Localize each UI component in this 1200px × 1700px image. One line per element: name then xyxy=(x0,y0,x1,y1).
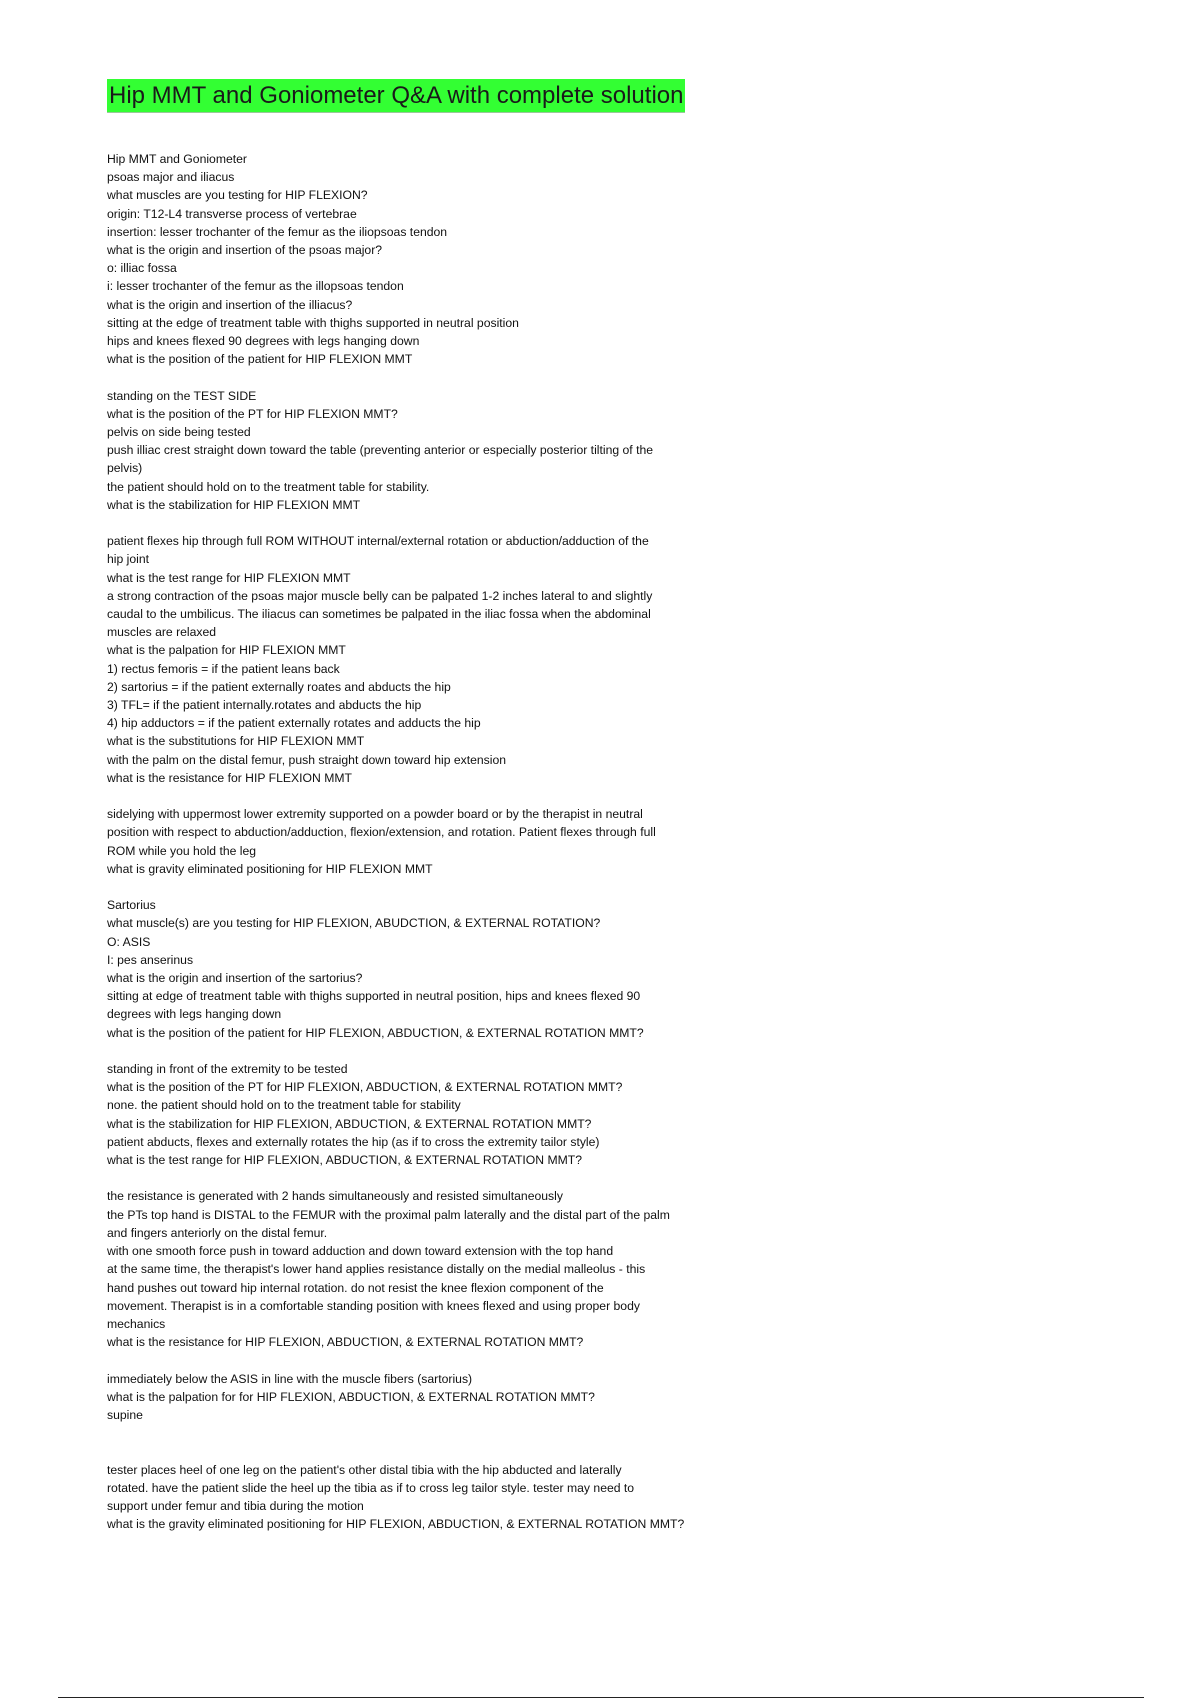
text-line: what is the stabilization for HIP FLEXION, ABDUCTION, & EXTERNAL ROTATION MMT? xyxy=(107,1116,592,1131)
text-line: i: lesser trochanter of the femur as the illopsoas tendon xyxy=(107,279,404,294)
text-line: a strong contraction of the psoas major muscle belly can be palpated 1-2 inches lateral to and slightly xyxy=(107,588,653,603)
text-line: what is the test range for HIP FLEXION, ABDUCTION, & EXTERNAL ROTATION MMT? xyxy=(107,1153,582,1168)
qa-block xyxy=(107,896,747,1042)
text-line: none. the patient should hold on to the treatment table for stability xyxy=(107,1098,461,1113)
text-line: caudal to the umbilicus. The iliacus can sometimes be palpated in the iliac fossa when the abdominal xyxy=(107,607,651,622)
text-line: what is the position of the patient for HIP FLEXION, ABDUCTION, & EXTERNAL ROTATION MMT? xyxy=(107,1025,644,1040)
text-line: what is the origin and insertion of the illiacus? xyxy=(107,297,353,312)
text-line: the resistance is generated with 2 hands simultaneously and resisted simultaneously xyxy=(107,1189,563,1204)
page-title: Hip MMT and Goniometer Q&A with complete solution xyxy=(107,79,685,113)
qa-block xyxy=(107,387,747,514)
text-line: O: ASIS xyxy=(107,934,151,949)
qa-block xyxy=(107,1370,747,1425)
text-line: with one smooth force push in toward adduction and down toward extension with the top hand xyxy=(107,1244,614,1259)
text-line: pelvis) xyxy=(107,461,143,476)
text-line: what is the gravity eliminated positioning for HIP FLEXION, ABDUCTION, & EXTERNAL ROTATION MMT? xyxy=(107,1517,685,1532)
text-line: Sartorius xyxy=(107,898,156,913)
text-line: and fingers anteriorly on the distal femur. xyxy=(107,1225,328,1240)
text-line: support under femur and tibia during the motion xyxy=(107,1498,364,1513)
text-line: what is the position of the PT for HIP FLEXION, ABDUCTION, & EXTERNAL ROTATION MMT? xyxy=(107,1080,623,1095)
text-line: what muscle(s) are you testing for HIP FLEXION, ABUDCTION, & EXTERNAL ROTATION? xyxy=(107,916,601,931)
text-line: patient flexes hip through full ROM WITHOUT internal/external rotation or abduction/adduction of the xyxy=(107,534,649,549)
text-line: hip joint xyxy=(107,552,150,567)
text-line: what is the substitutions for HIP FLEXION MMT xyxy=(107,734,365,749)
text-line: what is the position of the PT for HIP FLEXION MMT? xyxy=(107,406,398,421)
text-line: degrees with legs hanging down xyxy=(107,1007,282,1022)
text-line: standing on the TEST SIDE xyxy=(107,388,257,403)
text-line: what is the origin and insertion of the psoas major? xyxy=(107,243,383,258)
text-line: the PTs top hand is DISTAL to the FEMUR with the proximal palm laterally and the distal part of the palm xyxy=(107,1207,670,1222)
text-line: movement. Therapist is in a comfortable standing position with knees flexed and using proper body xyxy=(107,1298,640,1313)
qa-block xyxy=(107,532,747,787)
qa-block xyxy=(107,150,747,368)
text-line: what is the position of the patient for HIP FLEXION MMT xyxy=(107,352,413,367)
text-line: what muscles are you testing for HIP FLEXION? xyxy=(107,188,368,203)
text-line: 1) rectus femoris = if the patient leans back xyxy=(107,661,340,676)
text-line: muscles are relaxed xyxy=(107,625,217,640)
qa-block xyxy=(107,1060,747,1169)
text-line: push illiac crest straight down toward the table (preventing anterior or especially posterior tilting of the xyxy=(107,443,654,458)
text-line: what is the test range for HIP FLEXION MMT xyxy=(107,570,351,585)
text-line: the patient should hold on to the treatment table for stability. xyxy=(107,479,430,494)
text-line: hips and knees flexed 90 degrees with legs hanging down xyxy=(107,334,420,349)
document-body xyxy=(107,150,747,1552)
text-line: position with respect to abduction/adduction, flexion/extension, and rotation. Patient flexes through full xyxy=(107,825,656,840)
text-line: what is the resistance for HIP FLEXION, ABDUCTION, & EXTERNAL ROTATION MMT? xyxy=(107,1335,584,1350)
text-line: rotated. have the patient slide the heel up the tibia as if to cross leg tailor style. tester may need to xyxy=(107,1480,635,1495)
qa-block xyxy=(107,805,747,878)
text-line: psoas major and iliacus xyxy=(107,170,235,185)
text-line: what is gravity eliminated positioning for HIP FLEXION MMT xyxy=(107,861,433,876)
text-line: sitting at the edge of treatment table with thighs supported in neutral position xyxy=(107,315,519,330)
footer-divider xyxy=(58,1697,1144,1698)
text-line: tester places heel of one leg on the patient's other distal tibia with the hip abducted and laterally xyxy=(107,1462,622,1477)
text-line: sitting at edge of treatment table with thighs supported in neutral position, hips and knees flexed 90 xyxy=(107,989,641,1004)
text-line: patient abducts, flexes and externally rotates the hip (as if to cross the extremity tailor style) xyxy=(107,1134,600,1149)
text-line: what is the palpation for for HIP FLEXION, ABDUCTION, & EXTERNAL ROTATION MMT? xyxy=(107,1389,595,1404)
text-line: I: pes anserinus xyxy=(107,952,194,967)
text-line: pelvis on side being tested xyxy=(107,425,251,440)
text-line: standing in front of the extremity to be tested xyxy=(107,1062,348,1077)
text-line: o: illiac fossa xyxy=(107,261,177,276)
text-line: 4) hip adductors = if the patient externally rotates and adducts the hip xyxy=(107,716,481,731)
text-line: what is the resistance for HIP FLEXION MMT xyxy=(107,770,352,785)
text-line: origin: T12-L4 transverse process of vertebrae xyxy=(107,206,357,221)
text-line: mechanics xyxy=(107,1316,166,1331)
text-line: supine xyxy=(107,1407,143,1422)
text-line: at the same time, the therapist's lower hand applies resistance distally on the medial malleolus - this xyxy=(107,1262,646,1277)
text-line: immediately below the ASIS in line with the muscle fibers (sartorius) xyxy=(107,1371,473,1386)
text-line: what is the origin and insertion of the sartorius? xyxy=(107,971,363,986)
text-line: hand pushes out toward hip internal rotation. do not resist the knee flexion component of the xyxy=(107,1280,604,1295)
text-line: what is the stabilization for HIP FLEXION MMT xyxy=(107,497,361,512)
text-line: what is the palpation for HIP FLEXION MMT xyxy=(107,643,346,658)
qa-block xyxy=(107,1187,747,1351)
text-line: insertion: lesser trochanter of the femur as the iliopsoas tendon xyxy=(107,224,448,239)
text-line: sidelying with uppermost lower extremity supported on a powder board or by the therapist in neutral xyxy=(107,807,643,822)
text-line: 3) TFL= if the patient internally.rotates and abducts the hip xyxy=(107,698,422,713)
text-line: with the palm on the distal femur, push straight down toward hip extension xyxy=(107,752,507,767)
text-line: 2) sartorius = if the patient externally roates and abducts the hip xyxy=(107,679,451,694)
text-line: Hip MMT and Goniometer xyxy=(107,152,247,166)
qa-block xyxy=(107,1461,747,1534)
text-line: ROM while you hold the leg xyxy=(107,843,257,858)
